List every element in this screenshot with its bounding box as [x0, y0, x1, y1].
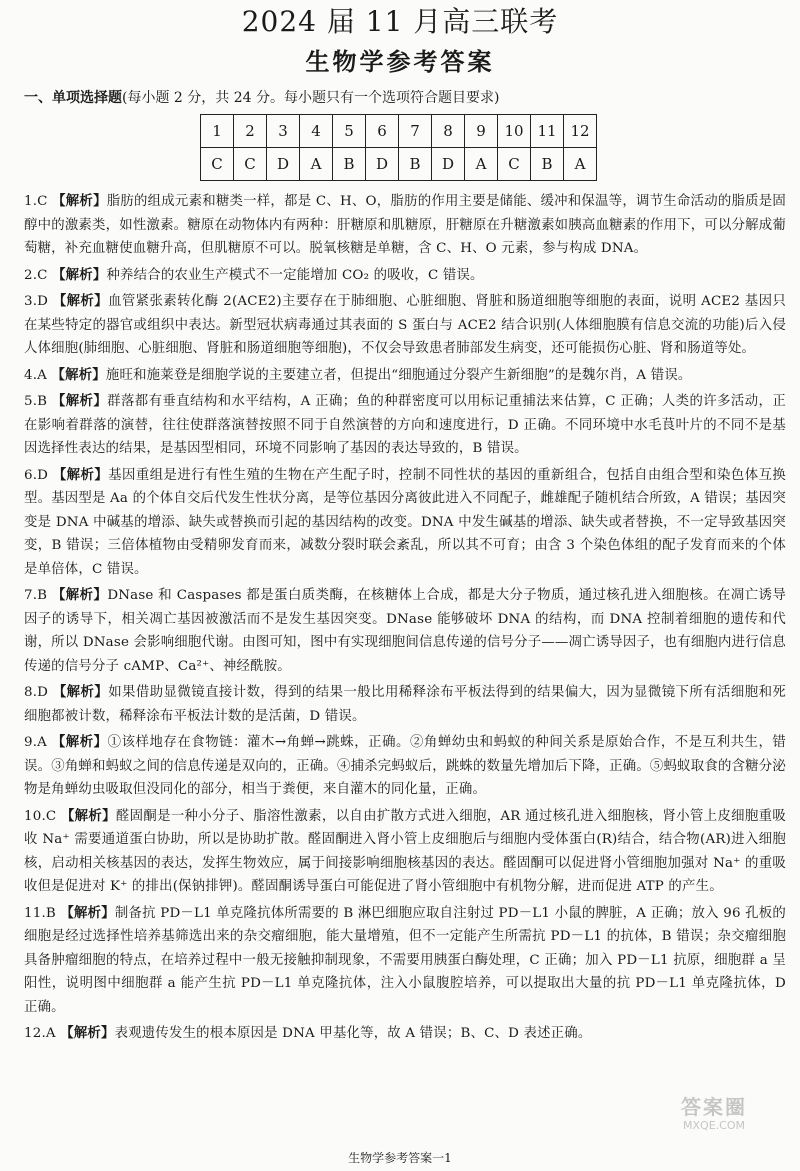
answer-table-number-cell: 10 [498, 115, 531, 148]
item-number: 12.A [24, 1026, 56, 1041]
explanation-item [24, 805, 786, 899]
answer-table-number-cell: 6 [366, 115, 399, 148]
item-number: 3.D [24, 294, 49, 309]
explanation-item [24, 364, 786, 388]
answer-table-answer-cell: C [201, 148, 234, 181]
answer-table-number-cell: 11 [531, 115, 564, 148]
item-text: 制备抗 PD－L1 单克隆抗体所需要的 B 淋巴细胞应取自注射过 PD－L1 小鼠的脾脏，A 正确；放入 96 孔板的细胞是经过选择性培养基筛选出来的杂交瘤细胞，能大量增殖，但不一定能产生所需抗 PD－L1 的抗体，B 错误；杂交瘤细胞具备肿瘤细胞的特点，在培养过程中一般无接触抑制现象，不需要用胰蛋白酶处理，C 正确；加入 PD－L1 抗原，细胞群 a 呈阳性，说明图中细胞群 a 能产生抗 PD－L1 单克隆抗体，注入小鼠腹腔培养，可以提取出大量的抗 PD－L1 单克隆抗体，D 正确。 [24, 905, 786, 1015]
answer-table-answer-cell: D [432, 148, 465, 181]
answer-table-number-cell: 8 [432, 115, 465, 148]
explanation-list [24, 190, 786, 1049]
answer-table-answer-cell: C [234, 148, 267, 181]
item-text: 脂肪的组成元素和糖类一样，都是 C、H、O，脂肪的作用主要是储能、缓冲和保温等，调节生命活动的脂质是固醇中的激素类，如性激素。糖原在动物体内有两种：肝糖原和肌糖原，肝糖原在升糖激素如胰高血糖素的作用下，可以分解成葡萄糖，补充血糖使血糖升高，但肌糖原不可以。脱氧核糖是单糖，含 C、H、O 元素，参与构成 DNA。 [24, 194, 786, 256]
item-tag: 【解析】 [60, 905, 115, 921]
section-note: (每小题 2 分，共 24 分。每小题只有一个选项符合题目要求) [122, 90, 500, 106]
item-tag: 【解析】 [52, 194, 107, 209]
item-text: 表观遗传发生的根本原因是 DNA 甲基化等，故 A 错误；B、C、D 表述正确。 [114, 1026, 592, 1041]
explanation-item [24, 731, 786, 802]
explanation-item [24, 1022, 786, 1046]
item-text: 基因重组是进行有性生殖的生物在产生配子时，控制不同性状的基因的重新组合，包括自由组合型和染色体互换型。基因型是 Aa 的个体自交后代发生性状分离，是等位基因分离彼此进入不同配子，雌雄配子随机结合所致，A 错误；基因突变是 DNA 中碱基的增添、缺失或替换而引起的基因结构的改变。DNA 中发生碱基的增添、缺失或者替换，不一定导致基因突变，B 错误；三倍体植物由受精卵发育而来，减数分裂时联会紊乱，所以其不可育；由含 3 个染色体组的配子发育而来的个体是单倍体，C 错误。 [24, 467, 786, 577]
answer-table-number-row [201, 115, 597, 148]
answer-table-number-cell: 2 [234, 115, 267, 148]
section-heading [24, 88, 499, 108]
item-tag: 【解析】 [51, 394, 108, 409]
item-tag: 【解析】 [52, 685, 109, 700]
answer-table-answer-cell: A [465, 148, 498, 181]
item-number: 10.C [24, 808, 57, 824]
item-text: ①该样地存在食物链：灌木→角蝉→跳蛛，正确。②角蝉幼虫和蚂蚁的种间关系是原始合作，不是互利共生，错误。③角蝉和蚂蚁之间的信息传递是双向的，正确。④捕杀完蚂蚁后，跳蛛的数量先增加后下降，正确。⑤蚂蚁取食的含糖分泌物是角蝉幼虫吸取但没同化的部分，相当于粪便，来自灌木的同化量，正确。 [24, 735, 786, 797]
item-number: 8.D [24, 685, 49, 700]
explanation-item [24, 390, 786, 461]
explanation-item [24, 290, 786, 361]
item-number: 5.B [24, 394, 48, 409]
page-subtitle: 生物学参考答案 [305, 48, 495, 76]
answer-table-answer-cell: A [300, 148, 333, 181]
item-text: 醛固酮是一种小分子、脂溶性激素，以自由扩散方式进入细胞，AR 通过核孔进入细胞核，肾小管上皮细胞重吸收 Na⁺ 需要通道蛋白协助，所以是协助扩散。醛固酮进入肾小管上皮细胞后与细胞内受体蛋白(R)结合，结合物(AR)进入细胞核，启动相关核基因的表达，发挥生物效应，属于间接影响细胞核基因的表达。醛固酮可以促进肾小管细胞加强对 Na⁺ 的重吸收但是促进对 K⁺ 的排出(保钠排钾)。醛固酮诱导蛋白可能促进了肾小管细胞中有机物分解，进而促进 ATP 的产生。 [24, 808, 786, 894]
item-number: 7.B [24, 588, 48, 603]
item-tag: 【解析】 [52, 467, 109, 483]
explanation-item [24, 190, 786, 261]
answer-table-answer-cell: B [399, 148, 432, 181]
item-tag: 【解析】 [52, 267, 107, 283]
item-tag: 【解析】 [51, 735, 108, 750]
page-footer: 生物学参考答案一1 [348, 1151, 452, 1165]
item-text: DNase 和 Caspases 都是蛋白质类酶，在核糖体上合成，都是大分子物质，通过核孔进入细胞核。在凋亡诱导因子的诱导下，相关凋亡基因被激活而不是发生基因突变。DNase 能够破坏 DNA 的结构，而 DNA 控制着细胞的遗传和代谢，所以 DNase 会影响细胞代谢。由图可知，图中有实现细胞间信息传递的信号分子——凋亡诱导因子，也有细胞内进行信息传递的信号分子 cAMP、Ca²⁺、神经酰胺。 [24, 588, 786, 674]
item-text: 如果借助显微镜直接计数，得到的结果一般比用稀释涂布平板法得到的结果偏大，因为显微镜下所有活细胞和死细胞都被计数，稀释涂布平板法计数的是活菌，D 错误。 [24, 685, 786, 724]
answer-table [200, 114, 597, 181]
answer-table-number-cell: 12 [564, 115, 597, 148]
explanation-item [24, 681, 786, 728]
answer-table-number-cell: 1 [201, 115, 234, 148]
item-tag: 【解析】 [51, 367, 106, 383]
answer-table-answer-row [201, 148, 597, 181]
watermark-url: MXQE.COM [683, 1119, 745, 1132]
page-title: 2024 届 11 月高三联考 [241, 5, 559, 38]
answer-table-answer-cell: B [333, 148, 366, 181]
section-title: 一、单项选择题 [24, 90, 122, 106]
answer-table-answer-cell: D [366, 148, 399, 181]
item-tag: 【解析】 [51, 588, 108, 603]
item-tag: 【解析】 [60, 808, 116, 824]
item-tag: 【解析】 [52, 294, 109, 309]
answer-table-number-cell: 9 [465, 115, 498, 148]
item-number: 11.B [24, 905, 56, 921]
item-text: 施旺和施莱登是细胞学说的主要建立者，但提出“细胞通过分裂产生新细胞”的是魏尔肖，A 错误。 [105, 367, 692, 383]
site-watermark [666, 1095, 762, 1141]
answer-table-answer-cell: C [498, 148, 531, 181]
answer-table-answer-cell: B [531, 148, 564, 181]
explanation-item [24, 902, 786, 1020]
item-number: 1.C [24, 194, 48, 209]
answer-table-number-cell: 7 [399, 115, 432, 148]
item-number: 9.A [24, 735, 48, 750]
item-text: 种养结合的农业生产模式不一定能增加 CO₂ 的吸收，C 错误。 [106, 267, 484, 283]
answer-table-number-cell: 4 [300, 115, 333, 148]
item-text: 群落都有垂直结构和水平结构，A 正确；鱼的种群密度可以用标记重捕法来估算，C 正确；人类的许多活动，正在影响着群落的演替，往往使群落演替按照不同于自然演替的方向和速度进行，D 正确。不同环境中水毛茛叶片的不同不是基因选择性表达的结果，是基因型相同，环境不同影响了基因的表达导致的，B 错误。 [24, 394, 786, 456]
explanation-item [24, 464, 786, 582]
answer-table-answer-cell: D [267, 148, 300, 181]
answer-table-number-cell: 3 [267, 115, 300, 148]
watermark-logo-text: 答案圈 [681, 1095, 747, 1119]
item-tag: 【解析】 [60, 1026, 115, 1041]
item-number: 4.A [24, 367, 48, 383]
answer-table-number-cell: 5 [333, 115, 366, 148]
explanation-item [24, 264, 786, 288]
explanation-item [24, 584, 786, 678]
answer-table-answer-cell: A [564, 148, 597, 181]
item-number: 6.D [24, 467, 49, 483]
item-text: 血管紧张素转化酶 2(ACE2)主要存在于肺细胞、心脏细胞、肾脏和肠道细胞等细胞的表面，说明 ACE2 基因只在某些特定的器官或组织中表达。新型冠状病毒通过其表面的 S 蛋白与 ACE2 结合识别(人体细胞膜有信息交流的功能)后入侵人体细胞(肺细胞、心脏细胞、肾脏和肠道细胞等细胞)，不仅会导致患者肺部发生病变，还可能损伤心脏、肾和肠道等处。 [24, 294, 786, 356]
item-number: 2.C [24, 267, 48, 283]
